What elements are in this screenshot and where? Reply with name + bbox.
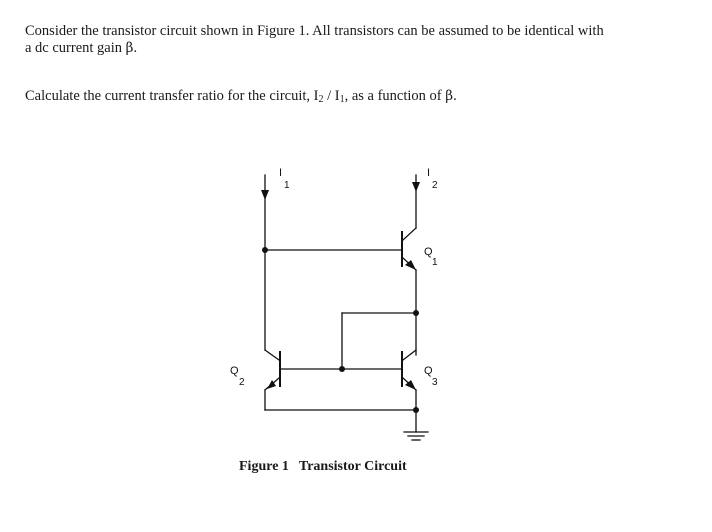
- question-sub-1: 1: [339, 94, 345, 105]
- i1-arrow-icon: [261, 190, 269, 200]
- problem-line-2-prefix: a dc current gain: [25, 40, 126, 56]
- ground-node-dot: [413, 407, 419, 413]
- caption-number: Figure 1: [239, 459, 289, 474]
- label-i1-sub: 1: [284, 180, 290, 191]
- label-q2-sub: 2: [239, 377, 245, 388]
- q1-collector: [403, 228, 416, 240]
- i2-arrow-icon: [412, 182, 420, 192]
- label-q3: Q: [424, 365, 433, 377]
- caption-title: Transistor Circuit: [298, 459, 407, 474]
- label-i2: I: [427, 167, 431, 179]
- question-mid-2: , as a function of: [344, 88, 446, 104]
- question-beta-symbol: β: [445, 88, 454, 104]
- q1-emitter-node-dot: [413, 310, 419, 316]
- question-prefix: Calculate the current transfer ratio for the circuit, I: [25, 88, 319, 104]
- figure-caption: [239, 459, 407, 475]
- q3-collector: [403, 350, 416, 360]
- q2-collector: [265, 350, 279, 360]
- problem-line-1: Consider the transistor circuit shown in Figure 1. All transistors can be assumed to be identical with: [25, 23, 604, 39]
- label-i2-sub: 2: [432, 180, 438, 191]
- question-suffix: .: [453, 88, 457, 104]
- label-i1: I: [279, 167, 283, 179]
- beta-symbol: β: [125, 40, 134, 56]
- label-q1: Q: [424, 246, 433, 258]
- label-q2: Q: [230, 365, 239, 377]
- base-node-dot: [339, 366, 345, 372]
- question-sub-2: 2: [318, 94, 324, 105]
- label-q3-sub: 3: [432, 377, 438, 388]
- problem-line-2-suffix: .: [133, 40, 138, 56]
- question-mid: / I: [323, 88, 340, 104]
- label-q1-sub: 1: [432, 257, 438, 268]
- left-node-dot: [262, 247, 268, 253]
